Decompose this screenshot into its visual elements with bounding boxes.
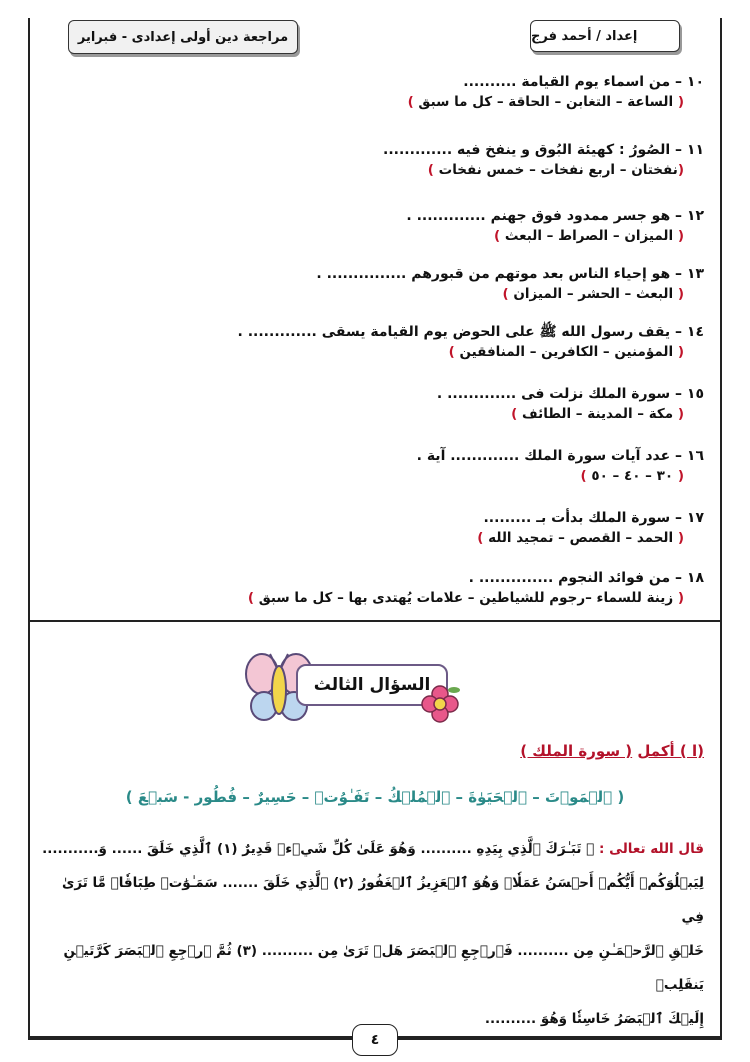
page-number-text: ٤ — [370, 1032, 380, 1048]
header-author — [530, 20, 680, 52]
ayat-label: قال الله تعالى : — [598, 841, 704, 857]
question-11 — [64, 140, 704, 180]
question-10 — [64, 72, 704, 112]
question-15 — [64, 384, 704, 424]
section-title: السؤال الثالث — [313, 675, 431, 695]
question-stem: ١١ – الصُورُ : كهيئة البُوق و ينفخ فيه ............. — [383, 142, 704, 158]
word-bank — [0, 788, 750, 806]
question-16 — [64, 446, 704, 486]
ayat-line-2: لِيَبۡلُوَكُمۡ أَيُّكُمۡ أَحۡسَنُ عَمَلٗاۚ وَهُوَ ٱلۡعَزِيزُ ٱلۡغَفُورُ (٢) ٱلَّذِي خَلَقَ ....... سَمَـٰوَٰتٖ طِبَاقٗاۖ مَّا تَرَىٰ فِي — [61, 875, 704, 925]
ayat-line-text: ﴿ تَبَـٰرَكَ ٱلَّذِي بِيَدِهِ .......... وَهُوَ عَلَىٰ كُلِّ شَيۡءٖ قَدِيرٌ (١) ٱلَّذِي خَلَقَ ...... وَ........... — [42, 841, 595, 857]
part-a-surah: ( سورة الملك ) — [520, 742, 633, 760]
question-stem: ١٦ – عدد آيات سورة الملك ............. آية . — [416, 448, 704, 464]
question-18 — [64, 568, 704, 608]
footer-rule-right — [396, 1038, 722, 1040]
question-14 — [64, 322, 704, 362]
word-bank-text: ( ٱلۡمَوۡتَ – ٱلۡحَيَوٰةَ – ٱلۡمُلۡكُ – تَفَـٰوُتٖ – حَسِيرٌ – فُطُور - سَبۡعَ ) — [125, 788, 625, 806]
question-choices: ( الميزان – الصراط – البعث ) — [493, 228, 684, 244]
question-choices: ( مكة – المدينة – الطائف ) — [511, 406, 684, 422]
question-stem: ١٠ – من اسماء يوم القيامة .......... — [463, 74, 704, 90]
question-stem: ١٤ – يقف رسول الله ﷺ على الحوض يوم القيامة يسقى ............. . — [237, 324, 704, 340]
header-author-text: إعداد / أحمد فرج — [531, 28, 638, 44]
question-stem: ١٥ – سورة الملك نزلت فى ............. . — [436, 386, 704, 402]
question-13 — [64, 264, 704, 304]
question-choices: ( البعث – الحشر – الميزان ) — [502, 286, 684, 302]
question-12 — [64, 206, 704, 246]
part-a-heading — [520, 742, 704, 760]
section-banner — [244, 648, 454, 728]
question-stem: ١٢ – هو جسر ممدود فوق جهنم ............. . — [406, 208, 704, 224]
question-choices: ( الساعة – التغابن – الحاقة – كل ما سبق ) — [407, 94, 684, 110]
header-review-title — [68, 20, 298, 54]
question-stem: ١٧ – سورة الملك بدأت بـ ......... — [483, 510, 704, 526]
footer-rule-left — [28, 1038, 352, 1040]
page-number — [352, 1024, 398, 1056]
ayat-line-3: خَلۡقِ ٱلرَّحۡمَـٰنِ مِن .......... فَٱرۡجِعِ ٱلۡبَصَرَ هَلۡ تَرَىٰ مِن .......... (٣) ثُمَّ ٱرۡجِعِ ٱلۡبَصَرَ كَرَّتَيۡنِ يَنقَلِبۡ — [63, 943, 704, 993]
part-a-label: (ا ) أكمل — [637, 742, 704, 760]
question-stem: ١٣ – هو إحياء الناس بعد موتهم من قبورهم ............... . — [316, 266, 704, 282]
flower-icon — [420, 684, 460, 724]
question-choices: ( المؤمنين – الكافرين – المنافقين ) — [448, 344, 684, 360]
ayat-passage — [42, 832, 704, 1036]
question-17 — [64, 508, 704, 548]
header-review-title-text: مراجعة دين أولى إعدادى - فبراير — [77, 29, 289, 45]
question-choices: ( الحمد – القصص – تمجيد الله ) — [477, 530, 684, 546]
question-choices: ( زينة للسماء –رجوم للشياطين – علامات يُهتدى بها – كل ما سبق ) — [247, 590, 684, 606]
ayat-line-4: إِلَيۡكَ ٱلۡبَصَرُ خَاسِئٗا وَهُوَ .......... — [484, 1011, 704, 1027]
question-choices: ( ٣٠ – ٤٠ – ٥٠ ) — [580, 468, 684, 484]
section-divider — [28, 620, 722, 622]
question-choices: (نفختان – اربع نفخات – خمس نفخات ) — [427, 162, 684, 178]
ayat-line-1 — [42, 832, 704, 866]
question-stem: ١٨ – من فوائد النجوم .............. . — [468, 570, 704, 586]
